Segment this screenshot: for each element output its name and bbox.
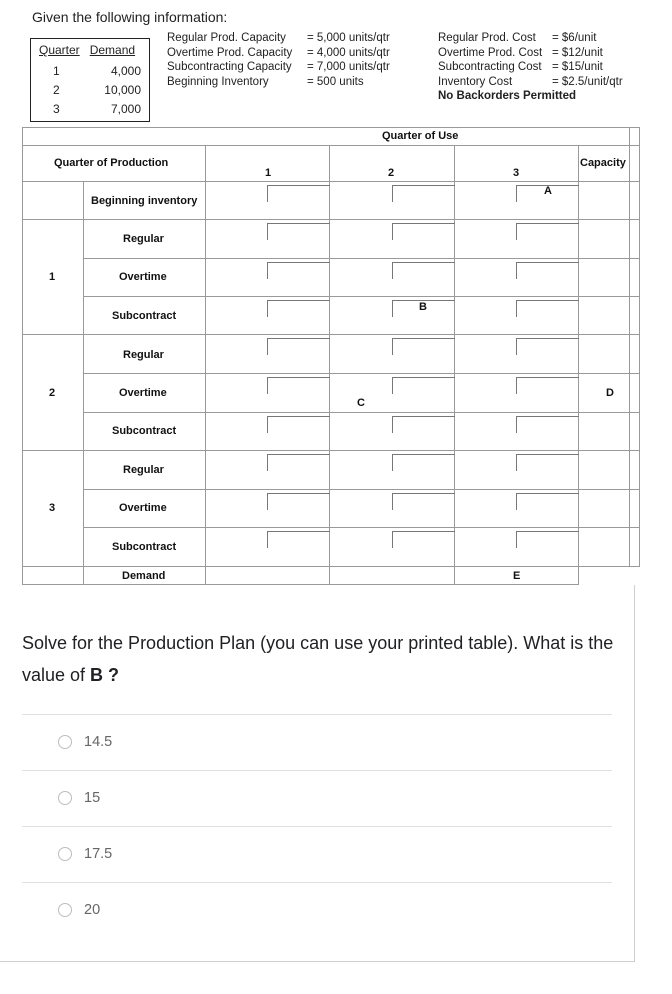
capacity-label: Beginning Inventory: [167, 75, 269, 88]
demand-value: 10,000: [104, 83, 141, 97]
marker-e: E: [513, 570, 521, 582]
beginning-inventory-label: Beginning inventory: [91, 195, 198, 207]
capacity-label: Subcontracting Capacity: [167, 61, 292, 73]
cost-box: [267, 185, 330, 202]
cost-label: Subcontracting Cost: [438, 61, 542, 73]
radio-button[interactable]: [58, 847, 72, 861]
source-subcontract-label: Subcontract: [112, 425, 177, 437]
source-regular-label: Regular: [123, 233, 164, 245]
source-overtime-label: Overtime: [119, 387, 167, 399]
cost-value: = $2.5/unit/qtr: [552, 75, 623, 88]
cost-box: [392, 416, 455, 433]
cost-box: [516, 185, 579, 202]
source-overtime-label: Overtime: [119, 502, 167, 514]
cost-box: [516, 531, 579, 548]
cost-label: Inventory Cost: [438, 75, 513, 88]
cost-value: = $6/unit: [552, 32, 597, 44]
answer-option[interactable]: [22, 826, 612, 882]
capacity-value: = 5,000 units/qtr: [307, 32, 390, 44]
radio-button[interactable]: [58, 791, 72, 805]
cost-box: [267, 338, 330, 355]
intro-text: Given the following information:: [32, 9, 228, 25]
source-regular-label: Regular: [123, 464, 164, 476]
use-quarter-3-label: 3: [513, 167, 520, 179]
capacity-header: Capacity: [580, 157, 626, 169]
cost-box: [516, 454, 579, 471]
capacity-value: = 4,000 units/qtr: [307, 46, 390, 59]
marker-b: B: [419, 301, 427, 313]
cost-value: = $12/unit: [552, 46, 603, 59]
answer-option-label: 15: [84, 790, 101, 806]
capacity-label: Regular Prod. Capacity: [167, 32, 286, 44]
quarter-of-production-header: Quarter of Production: [54, 157, 169, 169]
question-highlight: B: [90, 665, 104, 685]
radio-button[interactable]: [58, 735, 72, 749]
demand-value: 4,000: [110, 64, 141, 78]
cost-box: [516, 262, 579, 279]
cost-box: [392, 262, 455, 279]
transportation-table: [22, 127, 640, 585]
use-quarter-1-label: 1: [265, 167, 272, 179]
answer-option[interactable]: [22, 770, 612, 826]
marker-c: C: [357, 397, 365, 409]
cost-box: [392, 223, 455, 240]
radio-button[interactable]: [58, 903, 72, 917]
cost-box: [267, 300, 330, 317]
cost-value: = $15/unit: [552, 61, 603, 73]
demand-row-label: Demand: [122, 570, 166, 582]
answer-option[interactable]: [22, 714, 612, 770]
cost-box: [516, 377, 579, 394]
cost-label: Overtime Prod. Cost: [438, 46, 543, 59]
cost-box: [516, 300, 579, 317]
production-quarter-3-label: 3: [49, 502, 56, 514]
capacity-value: = 500 units: [307, 75, 364, 88]
cost-box: [516, 338, 579, 355]
use-quarter-2-label: 2: [388, 167, 395, 179]
cost-box: [267, 493, 330, 510]
answer-option-label: 17.5: [84, 846, 113, 862]
capacity-label: Overtime Prod. Capacity: [167, 46, 293, 59]
cost-box: [516, 493, 579, 510]
demand-value: 7,000: [110, 102, 141, 116]
cost-box: [267, 262, 330, 279]
source-regular-label: Regular: [123, 349, 164, 361]
demand-quarter: 2: [53, 83, 60, 97]
cost-box: [516, 416, 579, 433]
cost-box: [267, 416, 330, 433]
cost-box: [392, 377, 455, 394]
source-overtime-label: Overtime: [119, 271, 167, 283]
cost-box: [516, 223, 579, 240]
cost-box: [267, 223, 330, 240]
demand-header-quarter: Quarter: [39, 43, 80, 57]
demand-table: [30, 38, 150, 122]
cost-box: [392, 454, 455, 471]
answer-option-label: 20: [84, 902, 101, 918]
source-subcontract-label: Subcontract: [112, 541, 177, 553]
cost-box: [267, 531, 330, 548]
production-quarter-1-label: 1: [49, 271, 56, 283]
cost-box: [392, 300, 455, 317]
capacity-info: [167, 31, 427, 91]
marker-d: D: [606, 387, 614, 399]
answer-option-label: 14.5: [84, 734, 113, 750]
marker-a: A: [544, 185, 552, 197]
cost-box: [392, 493, 455, 510]
answer-option[interactable]: [22, 882, 612, 938]
question-text: Solve for the Production Plan (you can use your printed table). What is the value of B ?: [22, 633, 614, 685]
quarter-of-use-header: Quarter of Use: [382, 130, 459, 142]
cost-box: [392, 531, 455, 548]
cost-box: [267, 377, 330, 394]
demand-quarter: 1: [53, 64, 60, 78]
no-backorders-note: No Backorders Permitted: [438, 90, 577, 102]
cost-box: [392, 185, 455, 202]
capacity-value: = 7,000 units/qtr: [307, 61, 390, 73]
question-card: [0, 585, 635, 962]
cost-info: [438, 31, 648, 107]
cost-label: Regular Prod. Cost: [438, 32, 536, 44]
production-quarter-2-label: 2: [49, 387, 56, 399]
source-subcontract-label: Subcontract: [112, 310, 177, 322]
demand-quarter: 3: [53, 102, 60, 116]
demand-header-demand: Demand: [89, 43, 136, 57]
cost-box: [267, 454, 330, 471]
cost-box: [392, 338, 455, 355]
